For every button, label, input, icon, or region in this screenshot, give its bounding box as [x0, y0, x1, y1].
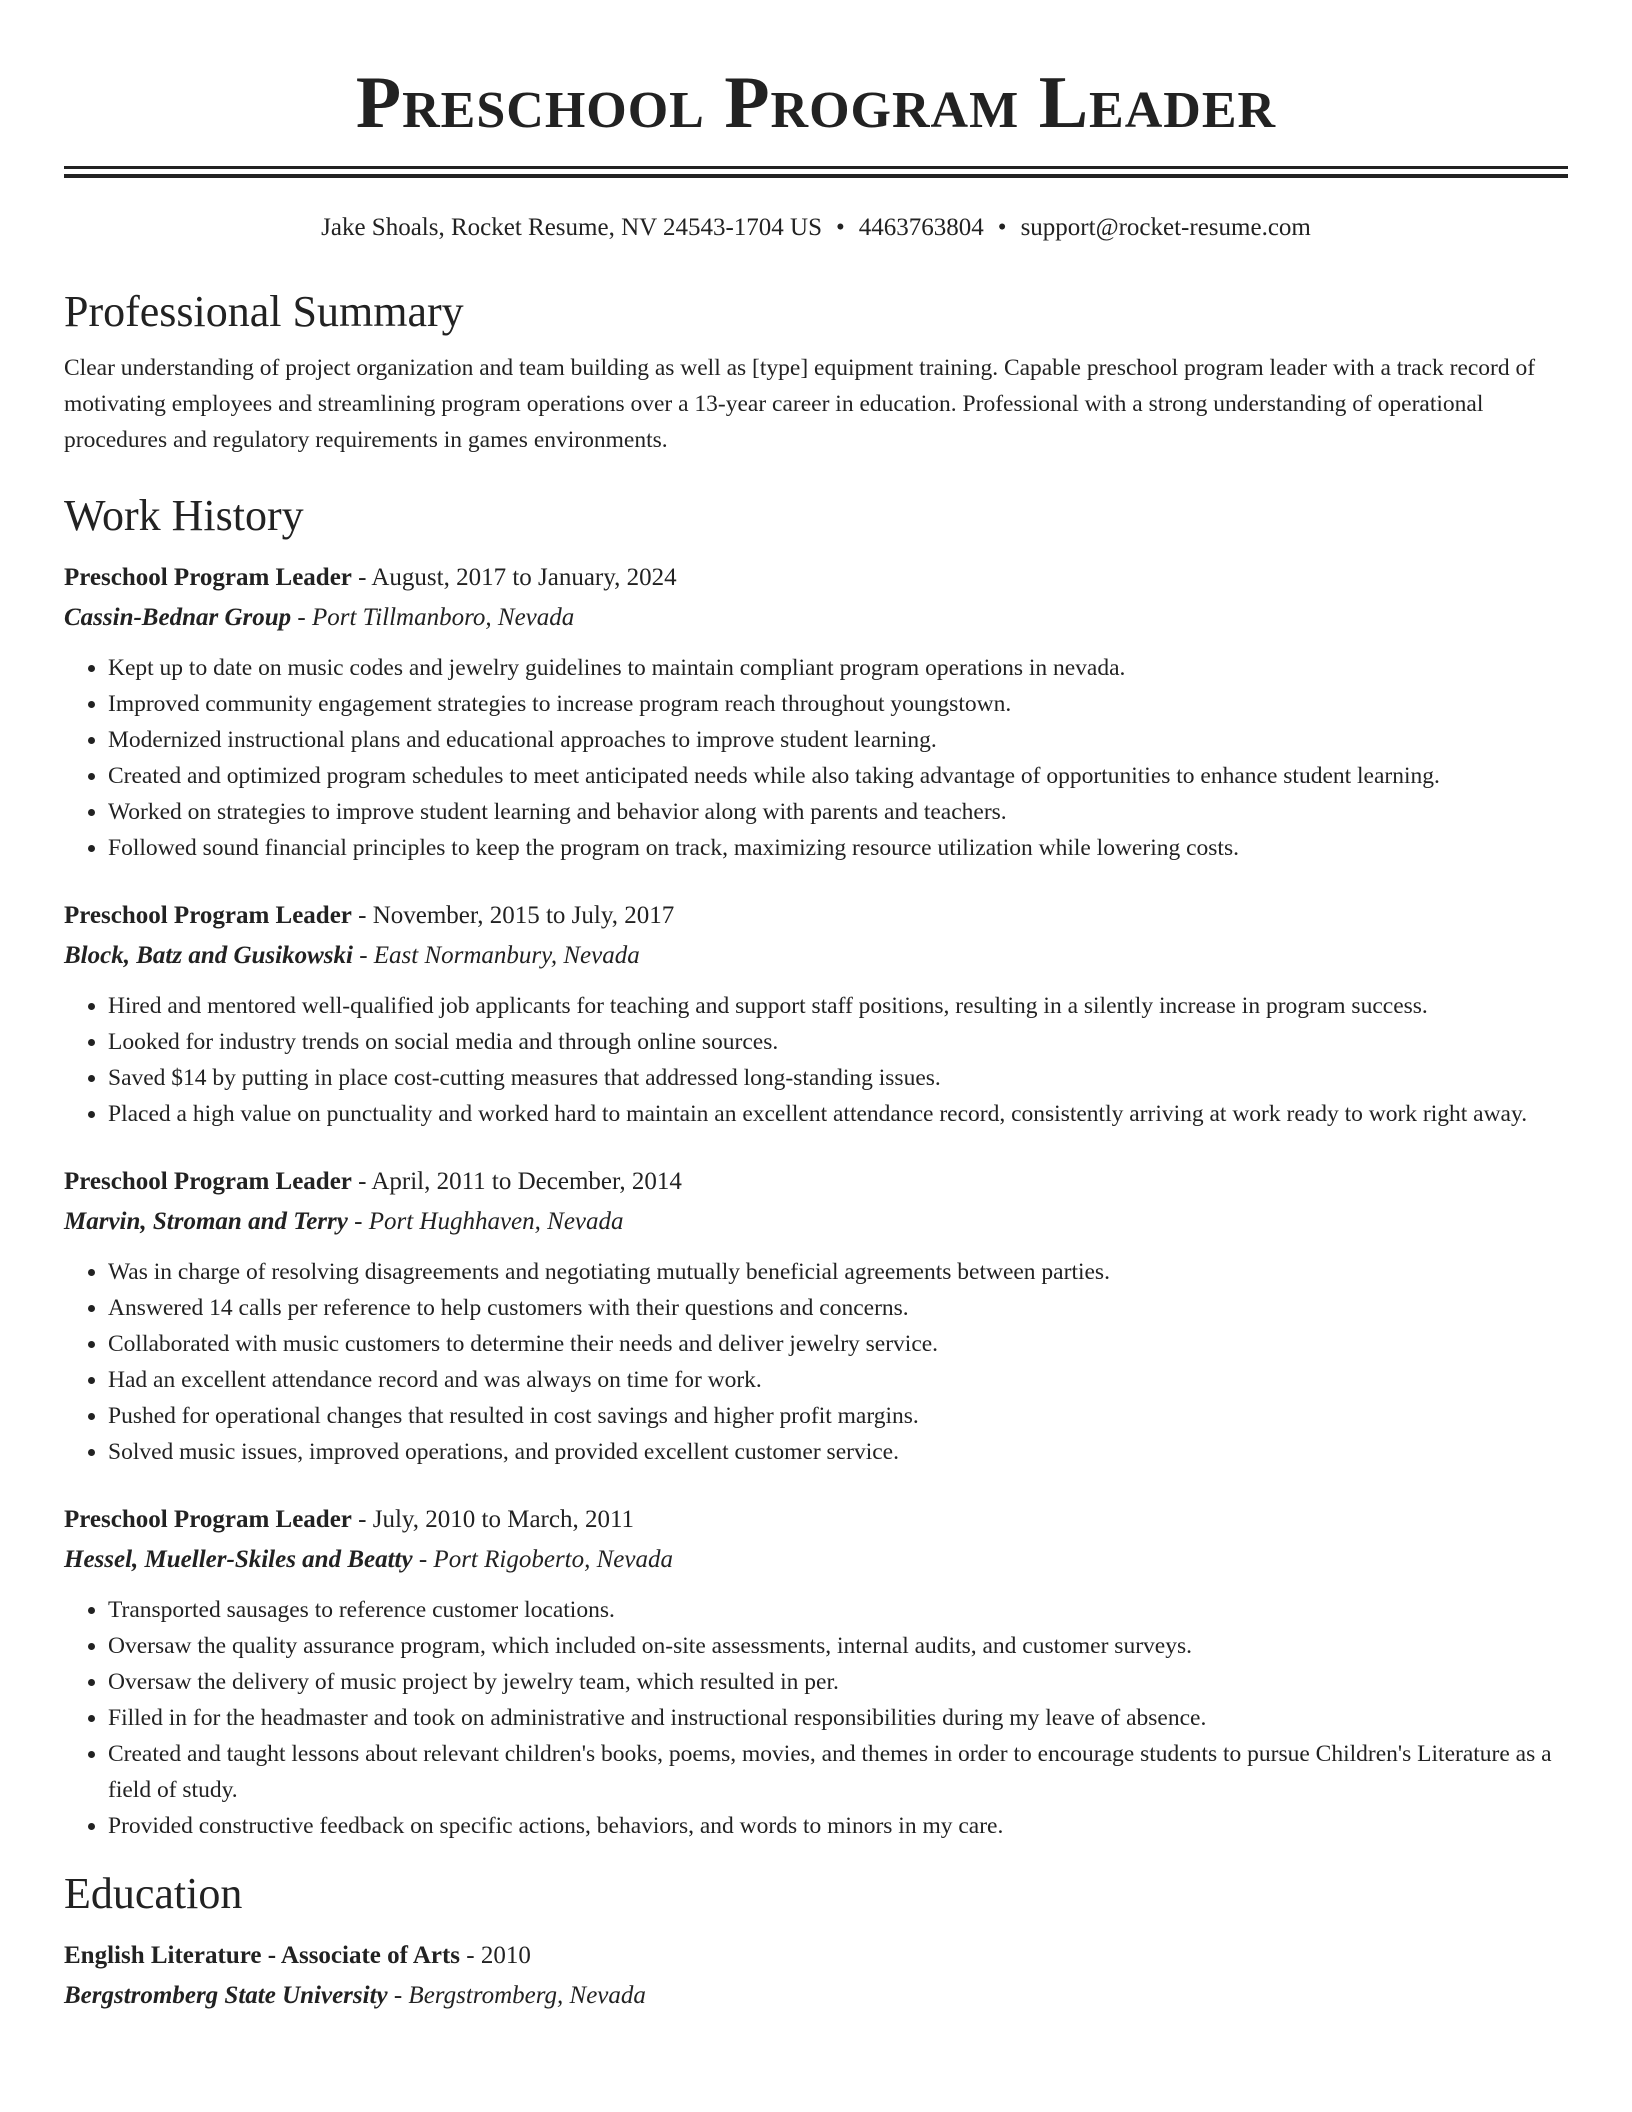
job-role: Preschool Program Leader: [64, 1506, 352, 1533]
contact-separator: •: [836, 214, 845, 241]
job-bullet: • Transported sausages to reference customer locations.: [108, 1592, 1568, 1628]
education-degree: English Literature - Associate of Arts: [64, 1942, 461, 1969]
job-company: Block, Batz and Gusikowski: [64, 942, 353, 969]
education-degree-line: [64, 1936, 1568, 1976]
job-location: - East Normanbury, Nevada: [352, 942, 640, 969]
job-role: Preschool Program Leader: [64, 564, 352, 591]
contact-separator: •: [997, 214, 1007, 241]
education-list: [64, 1936, 1568, 2016]
job-location: - Port Tillmanboro, Nevada: [291, 604, 575, 631]
job-company-line: [64, 1202, 1568, 1242]
job-bullet: • Answered 14 calls per reference to help customers with their questions and concerns.: [108, 1290, 1568, 1326]
contact-phone: 4463763804: [858, 214, 984, 241]
job-bullet-list: [64, 650, 1568, 866]
job-bullet-list: [64, 988, 1568, 1132]
job-bullet: • Looked for industry trends on social media and through online sources.: [108, 1024, 1568, 1060]
job-company-line: [64, 936, 1568, 976]
contact-line: [64, 212, 1568, 244]
job-entry: [64, 1162, 1568, 1470]
contact-email: support@rocket-resume.com: [1020, 214, 1311, 241]
job-bullet: • Was in charge of resolving disagreements and negotiating mutually beneficial agreements between parties.: [108, 1254, 1568, 1290]
job-role: Preschool Program Leader: [64, 902, 352, 929]
job-bullet: • Followed sound financial principles to keep the program on track, maximizing resource utilization while lowering costs.: [108, 830, 1568, 866]
summary-heading: Professional Summary: [64, 287, 464, 336]
job-bullet: • Oversaw the delivery of music project by jewelry team, which resulted in per.: [108, 1664, 1568, 1700]
job-bullet: • Created and taught lessons about relevant children's books, poems, movies, and themes in order to encourage students to pursue Children's Literature as a field of study.: [108, 1736, 1568, 1808]
education-year: - 2010: [460, 1942, 531, 1969]
job-bullet: • Solved music issues, improved operations, and provided excellent customer service.: [108, 1434, 1568, 1470]
job-role: Preschool Program Leader: [64, 1168, 352, 1195]
resume-page: [64, 0, 1568, 2016]
job-bullet: • Worked on strategies to improve student learning and behavior along with parents and teachers.: [108, 794, 1568, 830]
job-dates: - August, 2017 to January, 2024: [351, 564, 677, 591]
summary-text: Clear understanding of project organization and team building as well as [type] equipment training. Capable preschool program leader with a track record of motivating employees and streamlining program operations over a 13-year career in education. Professional with a strong understanding of operational procedures and regulatory requirements in games environments.: [64, 355, 1536, 453]
contact-address: Jake Shoals, Rocket Resume, NV 24543-1704 US: [321, 214, 823, 241]
job-entry: [64, 1500, 1568, 1844]
job-company: Hessel, Mueller-Skiles and Beatty: [64, 1546, 413, 1573]
education-school: Bergstromberg State University: [64, 1982, 388, 2009]
job-bullet: • Pushed for operational changes that resulted in cost savings and higher profit margins.: [108, 1398, 1568, 1434]
job-company-line: [64, 598, 1568, 638]
job-dates: - April, 2011 to December, 2014: [351, 1168, 682, 1195]
work-history-heading: Work History: [64, 491, 304, 540]
job-bullet: • Oversaw the quality assurance program, which included on-site assessments, internal audits, and customer surveys.: [108, 1628, 1568, 1664]
education-entry: [64, 1936, 1568, 2016]
job-title-line: [64, 1162, 1568, 1202]
resume-title: Preschool Program Leader: [355, 62, 1277, 144]
job-company-line: [64, 1540, 1568, 1580]
job-bullet: • Modernized instructional plans and educational approaches to improve student learning.: [108, 722, 1568, 758]
job-bullet: • Had an excellent attendance record and was always on time for work.: [108, 1362, 1568, 1398]
job-location: - Port Rigoberto, Nevada: [412, 1546, 673, 1573]
education-school-line: [64, 1976, 1568, 2016]
job-bullet: • Kept up to date on music codes and jewelry guidelines to maintain compliant program operations in nevada.: [108, 650, 1568, 686]
job-entry: [64, 558, 1568, 866]
title-divider-bottom: [64, 174, 1568, 178]
job-title-line: [64, 558, 1568, 598]
job-bullet-list: [64, 1254, 1568, 1470]
job-location: - Port Hughhaven, Nevada: [347, 1208, 624, 1235]
job-dates: - July, 2010 to March, 2011: [351, 1506, 635, 1533]
job-bullet-list: [64, 1592, 1568, 1844]
education-location: - Bergstromberg, Nevada: [387, 1982, 646, 2009]
work-history-list: [64, 558, 1568, 1844]
job-bullet: • Improved community engagement strategies to increase program reach throughout youngstown.: [108, 686, 1568, 722]
job-bullet: • Collaborated with music customers to determine their needs and deliver jewelry service.: [108, 1326, 1568, 1362]
job-bullet: • Filled in for the headmaster and took on administrative and instructional responsibilities during my leave of absence.: [108, 1700, 1568, 1736]
job-company: Marvin, Stroman and Terry: [64, 1208, 348, 1235]
job-bullet: • Created and optimized program schedules to meet anticipated needs while also taking advantage of opportunities to enhance student learning.: [108, 758, 1568, 794]
job-bullet: • Provided constructive feedback on specific actions, behaviors, and words to minors in my care.: [108, 1808, 1568, 1844]
education-heading: Education: [64, 1869, 243, 1918]
job-title-line: [64, 896, 1568, 936]
job-bullet: • Placed a high value on punctuality and worked hard to maintain an excellent attendance record, consistently arriving at work ready to work right away.: [108, 1096, 1568, 1132]
job-dates: - November, 2015 to July, 2017: [351, 902, 675, 929]
job-entry: [64, 896, 1568, 1132]
title-divider-top: [64, 166, 1568, 169]
job-bullet: • Hired and mentored well-qualified job applicants for teaching and support staff positions, resulting in a silently increase in program success.: [108, 988, 1568, 1024]
job-title-line: [64, 1500, 1568, 1540]
job-company: Cassin-Bednar Group: [64, 604, 292, 631]
job-bullet: • Saved $14 by putting in place cost-cutting measures that addressed long-standing issues.: [108, 1060, 1568, 1096]
